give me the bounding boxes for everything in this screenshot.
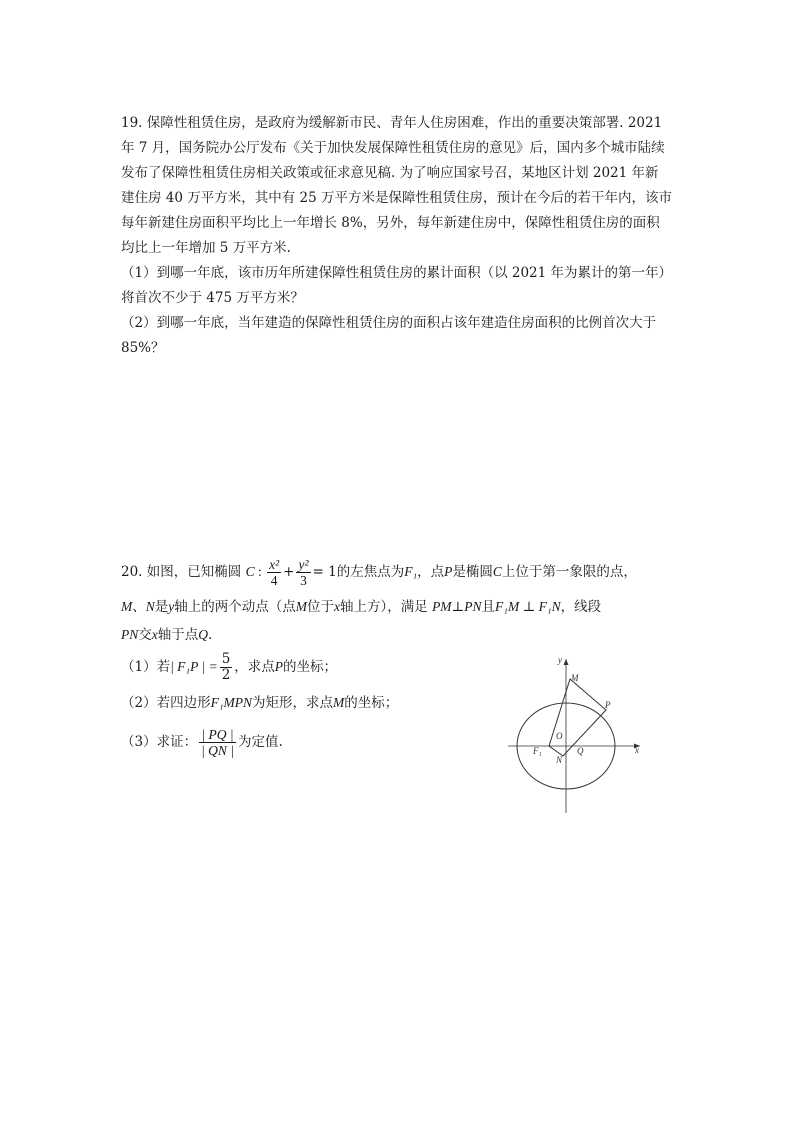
q20-text: ，线段 [560, 599, 602, 615]
q20-text: 的坐标； [344, 695, 399, 711]
label-o: O [556, 731, 563, 741]
point-q: Q [198, 627, 209, 642]
q20-text: 的坐标； [283, 659, 338, 675]
q20-text: 为矩形，求点 [252, 695, 334, 711]
q20-text: 且 [481, 599, 496, 615]
q19-line-3: 发布了保障性租赁住房相关政策或征求意见稿. 为了响应国家号召，某地区计划 2021 年新 [121, 165, 659, 181]
label-x: x [635, 745, 639, 755]
point-m: M [295, 599, 308, 614]
fraction-denominator: 2 [221, 667, 231, 683]
y-axis-arrow-icon [564, 659, 569, 665]
fraction-denominator: 3 [300, 573, 307, 588]
q20-text: 轴于点 [157, 627, 199, 643]
q20-text: 20. 如图，已知椭圆 [121, 564, 242, 580]
label-y: y [558, 655, 562, 665]
fraction-numerator: x² [269, 557, 280, 572]
point-p: P [274, 659, 284, 674]
q20-text: 轴上的两个动点（点 [174, 599, 296, 615]
q20-line-3 [121, 625, 212, 645]
q20-text: （1）若 [121, 659, 171, 675]
q20-part-2 [121, 693, 398, 713]
q19-part-1-a: （1）到哪一年底，该市历年所建保障性租赁住房的累计面积（以 2021 年为累计的第一年） [121, 265, 673, 281]
distance-f1p: | F₁P | = [170, 659, 218, 674]
label-p: P [605, 700, 611, 710]
q20-text: ，求点 [234, 659, 275, 675]
fraction-denominator: 4 [270, 573, 278, 588]
q20-text: ，点 [417, 564, 445, 580]
fraction-numerator: | PQ | [199, 727, 236, 743]
axis-x: x [334, 599, 341, 614]
q20-text: 上位于第一象限的点， [501, 564, 637, 580]
q20-text: 位于 [307, 599, 335, 615]
q19-line-1: 19. 保障性租赁住房，是政府为缓解新市民、青年人住房困难，作出的重要决策部署. 2021 [121, 115, 663, 131]
ellipse-figure [508, 653, 648, 815]
fraction-x [267, 557, 281, 588]
q19-line-6: 均比上一年增加 5 万平方米. [121, 240, 291, 256]
ratio-pq-qn [199, 727, 236, 758]
point-m: M [333, 695, 345, 710]
plus-sign: + [283, 564, 295, 580]
equals-one: = 1 [312, 564, 337, 580]
fraction-numerator: 5 [221, 651, 231, 667]
q20-text: 的左焦点为 [336, 564, 405, 580]
quadrilateral-f1mpn: F₁MPN [210, 695, 253, 710]
q19-line-2: 年 7 月，国务院办公厅发布《关于加快发展保障性租赁住房的意见》后，国内多个城市陆续 [121, 140, 665, 156]
segment-pn: PN [121, 627, 139, 642]
q20-text: 交 [138, 627, 152, 643]
q20-text: 是 [154, 599, 169, 615]
axis-y: y [168, 599, 175, 614]
q20-text: 、 [132, 599, 146, 615]
fraction-y [296, 557, 310, 588]
q19-part-1-b: 将首次不少于 475 万平方米？ [121, 290, 304, 306]
ellipse-name: C [492, 564, 502, 579]
fraction-five-halves [220, 652, 233, 683]
label-f1: F₁ [533, 746, 542, 756]
q20-text: （3）求证： [121, 734, 198, 750]
q20-text: 轴上方），满足 [340, 599, 428, 615]
ellipse-name: C [245, 564, 255, 579]
colon: : [254, 564, 266, 579]
q20-text: （2）若四边形 [121, 695, 211, 711]
label-q: Q [577, 746, 584, 756]
axis-x: x [151, 627, 158, 642]
perpendicular-condition-2: F₁M ⊥ F₁N [495, 599, 561, 614]
q20-part-3 [121, 724, 283, 760]
q20-line-2 [121, 597, 601, 617]
point-p: P [444, 564, 453, 579]
q20-line-1 [121, 555, 637, 589]
perpendicular-condition-1: PM⊥PN [432, 599, 482, 614]
focus-label: F₁ [404, 564, 418, 579]
q20-text: 为定值. [238, 734, 283, 750]
q19-part-2-b: 85%？ [121, 340, 165, 356]
q19-line-4: 建住房 40 万平方米，其中有 25 万平方米是保障性租赁住房，预计在今后的若干年内，该市 [121, 190, 673, 206]
label-n: N [556, 755, 563, 765]
fraction-denominator: | QN | [201, 743, 235, 758]
q20-text: . [208, 627, 213, 643]
fraction-numerator: y² [298, 557, 309, 572]
q20-part-1 [121, 650, 337, 684]
point-m: M [121, 599, 133, 614]
q19-line-5: 每年新建住房面积平均比上一年增长 8%，另外，每年新建住房中，保障性租赁住房的面积 [121, 215, 660, 231]
q19-part-2-a: （2）到哪一年底，当年建造的保障性租赁住房的面积占该年建造住房面积的比例首次大于 [121, 315, 657, 331]
label-m: M [571, 673, 579, 683]
point-n: N [145, 599, 155, 614]
quadrilateral-lines [549, 679, 606, 756]
q20-text: 是椭圆 [452, 564, 493, 580]
